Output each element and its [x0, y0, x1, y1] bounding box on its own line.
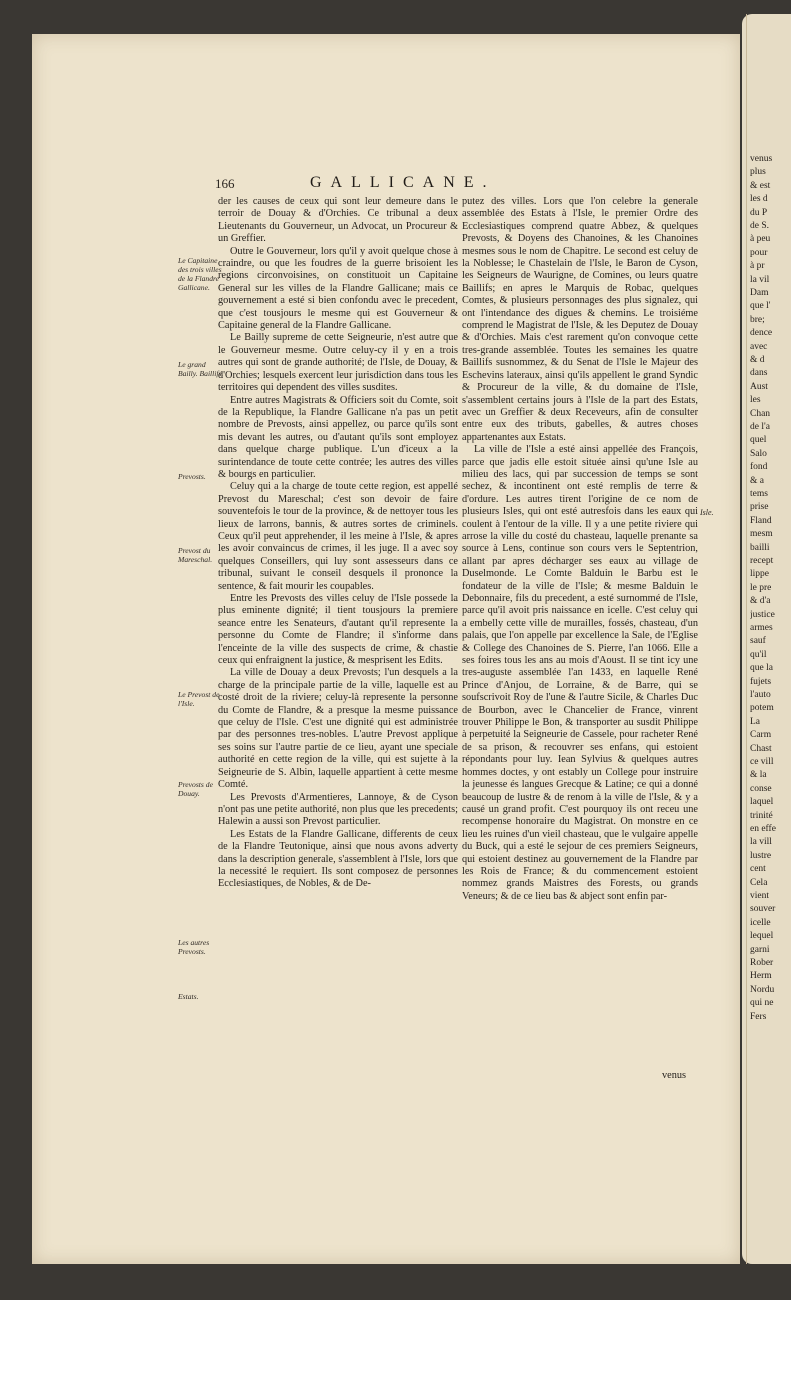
facing-page-line: Nordu — [750, 984, 775, 995]
paragraph: Le Bailly supreme de cette Seigneurie, n'est autre que le Gouverneur mesme. Outre celuy-cy il y en a trois autres qui sont de grande authorité; de l'Isle, de Douay, & d'Orchies; lesquels exercent leur jurisdiction dans tous les territoires qui dependent des villes susdites. — [218, 332, 458, 394]
facing-page — [742, 14, 791, 1264]
facing-page-line: lustre — [750, 850, 772, 861]
facing-page-line: fujets — [750, 676, 772, 687]
facing-page-line: dans — [750, 368, 768, 379]
facing-page-line: & est — [750, 180, 771, 191]
facing-page-line: armes — [750, 623, 773, 633]
facing-page-line: à pr — [750, 261, 765, 272]
facing-page-line: Aust — [750, 381, 768, 392]
paragraph: Celuy qui a la charge de toute cette region, est appellé Prevost du Mareschal; c'est son devoir de faire souventefois le tour de la province, & de nettoyer tous les lieux de larrons, bannis, & autres sortes de criminels. Ceux qu'il peut apprehender, il les meine à l'Isle, & apres les avoir convaincus de crimes, il les juge. Il a avec soy quelques Conseillers, qui luy sont assesseurs dans ce tribunal, suivant le conseil desquels il prononce la sentence, & fait mourir les coupables. — [218, 481, 458, 592]
facing-page-line: fond — [750, 462, 768, 473]
facing-page-line: du P — [750, 207, 768, 218]
facing-page-line: Herm — [750, 971, 772, 982]
facing-page-line: ce vill — [750, 757, 774, 767]
running-title: GALLICANE. — [310, 174, 496, 191]
paragraph: La ville de Douay a deux Prevosts; l'un desquels a la charge de la principale partie de la ville, laquelle est au costé droit de la riviere; celuy-là represente la personne du Comte de Flandre, & a presque la mesme puissance que celuy de l'Isle. C'est une dignité qui est administrée par des personnes tres-nobles. L'autre Prevost applique ses soins sur l'autre partie de ce lieu, ayant une speciale authorité en cette region de la ville, qui est sujette à la Seigneurie de S. Albin, laquelle appartient à cette mesme Comté. — [218, 667, 458, 791]
facing-page-line: la vill — [750, 837, 772, 848]
margin-note-prevost-isle: Le Prevost de l'Isle. — [178, 690, 220, 708]
facing-page-line: Rober — [750, 958, 774, 968]
facing-page-line: dence — [750, 328, 773, 339]
facing-page-line: Chast — [750, 743, 772, 754]
facing-page-line: trinité — [750, 810, 773, 821]
facing-page-line: quel — [750, 435, 767, 446]
paragraph: Les Prevosts d'Armentieres, Lannoye, & de Cyson n'ont pas une petite authorité, non plus que les precedents; Halewin a aussi son Prevost particulier. — [218, 791, 458, 828]
facing-page-line: les d — [750, 194, 768, 205]
facing-page-line: venus — [750, 154, 773, 164]
margin-note-prevost-mareschal: Prevost du Mareschal. — [178, 546, 213, 564]
facing-page-line: & la — [750, 770, 767, 781]
paragraph: der les causes de ceux qui sont leur demeure dans le terroir de Douay & d'Orchies. Ce tribunal a deux Lieutenants du Gouverneur, un Advocat, un Procureur & un Greffier. — [218, 196, 458, 245]
facing-page-line: mesm — [750, 529, 773, 540]
margin-note-isle: Isle. — [700, 508, 714, 517]
facing-page-line: Fers — [750, 1011, 767, 1022]
facing-page-line: bre; — [750, 314, 765, 325]
facing-page-line: conse — [750, 783, 772, 794]
margin-note-autres-prevosts: Les autres Prevosts. — [178, 938, 210, 956]
paragraph: Entre les Prevosts des villes celuy de l'Isle possede la plus eminente dignité; il tient tousjours la premiere seance entre les Senateurs, d'autant qu'il represente la personne du Comte de Flandre; il s'informe dans l'enceinte de la ville des suspects de crime, & chastie ceux qui enfraignent la justice, & mesprisent les Edits. — [218, 593, 458, 667]
paragraph: Outre le Gouverneur, lors qu'il y avoit quelque chose à craindre, ou que les foudres de la guerre brisoient les regions circonvoisines, on constituoit un Capitaine General sur les villes de la Flandre Gallicane; mais ce gouvernement a esté si bien confondu avec le precedent, que c'est tousjours le mesme qui est Gouverneur & Capitaine general de la Flandre Gallicane. — [218, 245, 458, 332]
facing-page-line: justice — [750, 609, 775, 620]
catchword: venus — [662, 1070, 687, 1081]
footer-band — [0, 1300, 791, 1390]
facing-page-line: & d'a — [750, 596, 771, 607]
facing-page-line: que l' — [750, 301, 771, 312]
facing-page-line: en effe — [750, 824, 776, 834]
facing-page-line: potem — [750, 703, 774, 714]
page-number: 166 — [215, 176, 235, 191]
margin-note-prevosts: Prevosts. — [178, 472, 206, 481]
facing-page-line: Carm — [750, 730, 772, 741]
facing-page-line: Dam — [750, 288, 769, 298]
facing-page-line: lippe — [750, 569, 769, 580]
facing-page-line: vient — [750, 891, 769, 901]
facing-page-line: bailli — [750, 542, 770, 553]
paragraph: La ville de l'Isle a esté ainsi appellée des François, parce que jadis elle estoit située ainsi qu'une Isle au milieu des lacs, qui par succession de temps se sont sechez, & incontinent ont esté remplis de terre & d'ordure. Les autres tirent l'origine de ce nom de plusieurs Isles, qui ont esté autresfois dans les eaux qui coulent à l'entour de la ville. Il y a une petite riviere qui arrose la ville du costé du chasteau, laquelle prenante sa source à Lens, continue son cours vers le Septentrion, allant par apres décharger ses eaux au village de Duselmonde. Le Comte Balduin le Barbu est le fondateur de la ville de l'Isle; & mesme Balduin le Debonnaire, fils du precedent, a esté surnommé de l'Isle, parce qu'il avoit pris naissance en icelle. C'est celuy qui a embelly cette ville de murailles, fossés, chasteau, d'un palais, que l'on appelle par excellence la Sale, de l'Eglise & College des Chanoines de S. Pierre, l'an 1066. Elle a ses foires tous les ans au mois d'Aoust. Il se tint icy une tres-auguste assemblée l'an 1433, en laquelle René Prince d'Anjou, de Lorraine, & de Barre, qui se soufscrivoit Roy de l'une & l'autre Sicile, & Charles Duc de Bourbon, avec le Chancelier de France, vinrent trouver Philippe le Bon, & transporter au susdit Philippe à perpetuité la Seigneurie de Cassele, pour racheter René de sa prison, & recouvrer ses enfans, qui estoient répondants pour luy. Iean Sylvius & quelques autres hommes doctes, y ont estably un College pour instruire la jeunesse és langues Grecque & Latine; ce qui a donné beaucoup de lustre & de renom à la ville de l'Isle, & y a causé un grand profit. C'est pourquoy ils ont receu une recompense honoraire du Magistrat. On monstre en ce lieu les ruines d'un vieil chasteau, que le vulgaire appelle du Buck, qui a esté le sejour de ces premiers Seigneurs, qui estoient destinez au gouvernement de la Flandre par les Rois de France; & du commencement estoient nommez grands Maistres des Forests, ou grands Veneurs; & de ce lieu bas & abject sont enfin par- — [462, 444, 698, 902]
facing-page-line: & d — [750, 355, 765, 365]
facing-page-line: de S. — [750, 221, 769, 231]
facing-page-line: à peu — [750, 234, 771, 245]
facing-page-line: plus — [750, 167, 766, 178]
facing-page-line: qui ne — [750, 998, 774, 1009]
facing-page-line: lequel — [750, 931, 774, 942]
paragraph: Entre autres Magistrats & Officiers soit du Comte, soit de la Republique, la Flandre Gallicane n'a pas un petit nombre de Prevosts, ainsi appellez, ou parce qu'ils sont mis devant les autres, ou d'autant qu'ils sont employez dans quelque charge publique. L'un d'iceux a la surintendance de toute cette contrée; les autres des villes & bourgs en particulier. — [218, 394, 458, 480]
facing-page-line: laquel — [750, 797, 774, 808]
facing-page-line: la vil — [750, 274, 770, 285]
facing-page-line: souver — [750, 904, 776, 915]
facing-page-line: tems — [750, 489, 768, 499]
facing-page-line: le pre — [750, 582, 772, 593]
facing-page-line: les — [750, 395, 761, 406]
margin-note-bailly: Le grand Bailly. Baillifs. — [178, 360, 224, 378]
facing-page-line: avec — [750, 341, 768, 352]
facing-page-line: cent — [750, 864, 766, 875]
facing-page-line: prise — [750, 502, 769, 513]
facing-page-line: Chan — [750, 408, 771, 419]
facing-page-line: garni — [750, 944, 770, 955]
text-column-right — [462, 196, 698, 903]
facing-page-line: pour — [750, 247, 768, 258]
paragraph: Les Estats de la Flandre Gallicane, differents de ceux de la Flandre Teutonique, ainsi que nous avons adverty dans la description generale, s'assemblent à l'Isle, lors que la necessité le requiert. Ils sont composez de personnes Ecclesiastiques, de Nobles, & de De- — [218, 828, 458, 890]
page-header — [215, 176, 695, 194]
facing-page-line: de l'a — [750, 422, 770, 432]
facing-page-line: Fland — [750, 515, 772, 526]
facing-page-line: Cela — [750, 877, 768, 888]
facing-page-line: La — [750, 716, 761, 727]
margin-note-capitaine: Le Capitaine des trois villes de la Flandre Gallicane. — [178, 256, 222, 292]
margin-note-estats: Estats. — [178, 992, 199, 1001]
facing-page-line: & a — [750, 475, 764, 486]
facing-page-line: sauf — [750, 636, 766, 647]
facing-page-line: qu'il — [750, 649, 767, 660]
margin-note-prevosts-douay: Prevosts de Douay. — [178, 780, 213, 798]
facing-page-gutter — [746, 14, 747, 1264]
text-column-left — [218, 196, 458, 891]
facing-page-line: l'auto — [750, 690, 771, 700]
facing-page-line: Salo — [750, 448, 767, 459]
facing-page-line: que la — [750, 663, 773, 674]
facing-page-line: icelle — [750, 917, 771, 928]
facing-page-line: recept — [750, 556, 774, 566]
paragraph: putez des villes. Lors que l'on celebre la generale assemblée des Estats à l'Isle, le premier Ordre des Ecclesiastiques comprend quatre Abbez, & quelques Prevosts, & Doyens des Chanoines, & les Chanoines mesmes sous le nom de Chapitre. Le second est celuy de la Noblesse; le Chastelain de l'Isle, le Baron de Cyson, les Seigneurs de Waurigne, de Comines, ou leurs quatre Baillifs; en apres le Marquis de Robac, quelques Comtes, & plusieurs personnages des plus signalez, qui ont l'intendance des digues & chemins. Le troisiéme comprend le Magistrat de l'Isle, & les Deputez de Douay & d'Orchies. Mais c'est rarement qu'on convoque cette tres-grande assemblée. Toutes les semaines les quatre Baillifs susnommez, & du Senat de l'Isle le Majeur des Eschevins lateraux, ainsi qu'ils appellent le grand Syndic & Procureur de la ville, & du domaine de l'Isle, s'assemblent certains jours à l'Isle de la part des Estats, avec un Greffier & deux Receveurs, afin de consulter entre eux des tributs, gabelles, & autres choses appartenantes aux Estats. — [462, 196, 698, 443]
